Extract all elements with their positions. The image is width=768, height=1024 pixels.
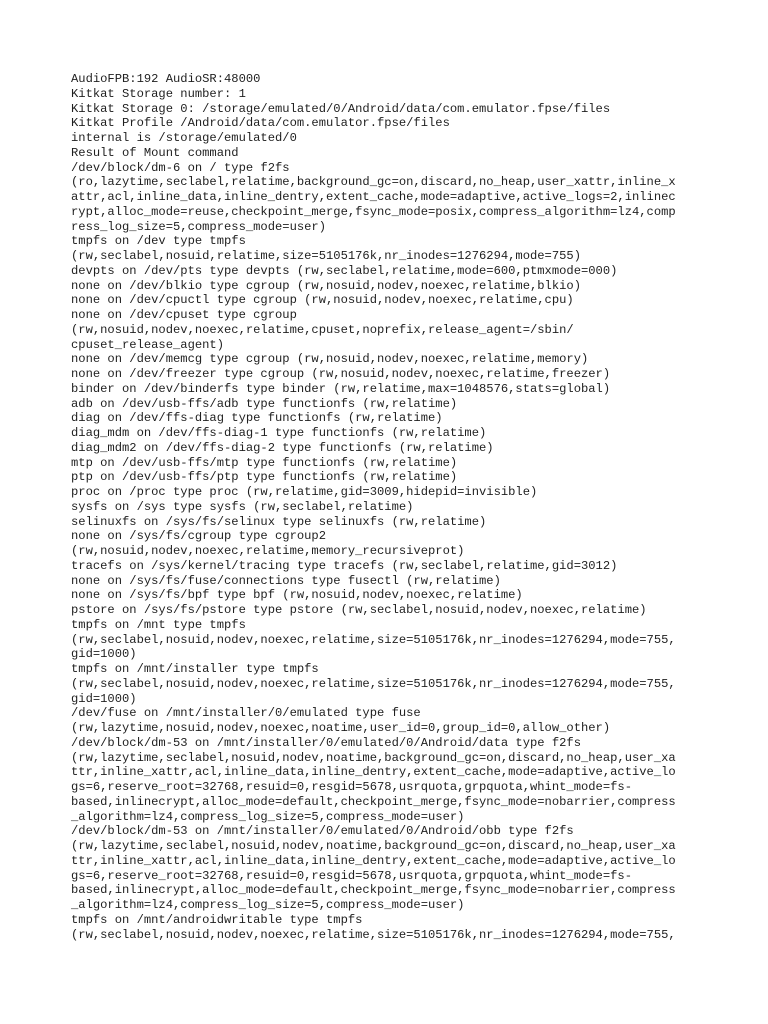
log-line: none on /sys/fs/bpf type bpf (rw,nosuid,nodev,noexec,relatime) (71, 588, 523, 603)
log-line: binder on /dev/binderfs type binder (rw,relatime,max=1048576,stats=global) (71, 381, 611, 396)
log-line: gid=1000) (71, 691, 137, 706)
log-line: based,inlinecrypt,alloc_mode=default,checkpoint_merge,fsync_mode=nobarrier,compress (71, 794, 676, 809)
log-line: /dev/fuse on /mnt/installer/0/emulated type fuse (71, 706, 421, 721)
log-line: none on /dev/freezer type cgroup (rw,nosuid,nodev,noexec,relatime,freezer) (71, 367, 611, 381)
log-line: tmpfs on /dev type tmpfs (71, 234, 246, 249)
log-line: Kitkat Storage number: 1 (71, 86, 246, 101)
log-line: none on /sys/fs/fuse/connections type fusectl (rw,relatime) (71, 573, 501, 588)
log-line: based,inlinecrypt,alloc_mode=default,checkpoint_merge,fsync_mode=nobarrier,compress (71, 883, 676, 898)
log-line: tmpfs on /mnt type tmpfs (71, 617, 246, 632)
log-line: /dev/block/dm-53 on /mnt/installer/0/emulated/0/Android/obb type f2fs (71, 824, 574, 839)
log-line: mtp on /dev/usb-ffs/mtp type functionfs (rw,relatime) (71, 455, 458, 470)
log-line: devpts on /dev/pts type devpts (rw,seclabel,relatime,mode=600,ptmxmode=000) (71, 263, 618, 278)
log-line: (rw,lazytime,seclabel,nosuid,nodev,noatime,background_gc=on,discard,no_heap,user_xa (71, 839, 676, 853)
log-line: attr,acl,inline_data,inline_dentry,extent_cache,mode=adaptive,active_logs=2,inlinec (71, 190, 676, 204)
log-line: ptp on /dev/usb-ffs/ptp type functionfs (rw,relatime) (71, 470, 458, 485)
log-line: Kitkat Profile /Android/data/com.emulator.fpse/files (71, 116, 450, 131)
log-line: (rw,lazytime,nosuid,nodev,noexec,noatime,user_id=0,group_id=0,allow_other) (71, 721, 611, 735)
log-line: diag_mdm2 on /dev/ffs-diag-2 type functionfs (rw,relatime) (71, 440, 494, 455)
log-line: internal is /storage/emulated/0 (71, 131, 297, 145)
log-line: none on /dev/cpuctl type cgroup (rw,nosuid,nodev,noexec,relatime,cpu) (71, 293, 574, 308)
log-line: cpuset_release_agent) (71, 337, 224, 352)
log-line: none on /dev/memcg type cgroup (rw,nosuid,nodev,noexec,relatime,memory) (71, 352, 589, 367)
log-line: (rw,seclabel,nosuid,nodev,noexec,relatime,size=5105176k,nr_inodes=1276294,mode=755, (71, 927, 676, 942)
log-line: (rw,seclabel,nosuid,relatime,size=5105176k,nr_inodes=1276294,mode=755) (71, 249, 581, 263)
log-line: (rw,seclabel,nosuid,nodev,noexec,relatime,size=5105176k,nr_inodes=1276294,mode=755, (71, 676, 676, 691)
log-line: (rw,nosuid,nodev,noexec,relatime,memory_recursiveprot) (71, 544, 465, 558)
log-line: tmpfs on /mnt/installer type tmpfs (71, 662, 319, 676)
log-line: selinuxfs on /sys/fs/selinux type selinuxfs (rw,relatime) (71, 514, 487, 529)
log-line: gs=6,reserve_root=32768,resuid=0,resgid=5678,usrquota,grpquota,whint_mode=fs- (71, 780, 632, 794)
log-line: tmpfs on /mnt/androidwritable type tmpfs (71, 912, 363, 927)
log-line: ttr,inline_xattr,acl,inline_data,inline_dentry,extent_cache,mode=adaptive,active_lo (71, 765, 676, 780)
log-line: diag_mdm on /dev/ffs-diag-1 type functionfs (rw,relatime) (71, 426, 487, 440)
log-line: proc on /proc type proc (rw,relatime,gid=3009,hidepid=invisible) (71, 485, 538, 499)
log-line: /dev/block/dm-6 on / type f2fs (71, 160, 290, 175)
log-line: gs=6,reserve_root=32768,resuid=0,resgid=5678,usrquota,grpquota,whint_mode=fs- (71, 868, 632, 883)
log-line: pstore on /sys/fs/pstore type pstore (rw,seclabel,nosuid,nodev,noexec,relatime) (71, 603, 647, 617)
mount-log-text (71, 72, 701, 942)
log-line: _algorithm=lz4,compress_log_size=5,compress_mode=user) (71, 809, 465, 824)
log-line: (ro,lazytime,seclabel,relatime,background_gc=on,discard,no_heap,user_xattr,inline_x (71, 175, 676, 190)
log-line: Result of Mount command (71, 145, 239, 160)
log-line: AudioFPB:192 AudioSR:48000 (71, 72, 261, 86)
log-line: Kitkat Storage 0: /storage/emulated/0/Android/data/com.emulator.fpse/files (71, 101, 611, 116)
log-line: rypt,alloc_mode=reuse,checkpoint_merge,fsync_mode=posix,compress_algorithm=lz4,comp (71, 204, 676, 219)
log-line: (rw,lazytime,seclabel,nosuid,nodev,noatime,background_gc=on,discard,no_heap,user_xa (71, 750, 676, 765)
log-line: (rw,seclabel,nosuid,nodev,noexec,relatime,size=5105176k,nr_inodes=1276294,mode=755, (71, 632, 676, 647)
log-line: tracefs on /sys/kernel/tracing type tracefs (rw,seclabel,relatime,gid=3012) (71, 558, 618, 573)
log-line: none on /sys/fs/cgroup type cgroup2 (71, 529, 326, 544)
log-line: none on /dev/cpuset type cgroup (71, 308, 297, 322)
log-line: ress_log_size=5,compress_mode=user) (71, 219, 326, 234)
log-line: _algorithm=lz4,compress_log_size=5,compress_mode=user) (71, 898, 465, 912)
log-line: sysfs on /sys type sysfs (rw,seclabel,relatime) (71, 499, 414, 514)
log-line: ttr,inline_xattr,acl,inline_data,inline_dentry,extent_cache,mode=adaptive,active_lo (71, 853, 676, 868)
log-line: adb on /dev/usb-ffs/adb type functionfs (rw,relatime) (71, 396, 458, 411)
log-line: none on /dev/blkio type cgroup (rw,nosuid,nodev,noexec,relatime,blkio) (71, 278, 581, 293)
log-line: diag on /dev/ffs-diag type functionfs (rw,relatime) (71, 411, 443, 426)
log-line: /dev/block/dm-53 on /mnt/installer/0/emulated/0/Android/data type f2fs (71, 735, 581, 750)
log-line: (rw,nosuid,nodev,noexec,relatime,cpuset,noprefix,release_agent=/sbin/ (71, 322, 574, 337)
log-line: gid=1000) (71, 647, 137, 662)
